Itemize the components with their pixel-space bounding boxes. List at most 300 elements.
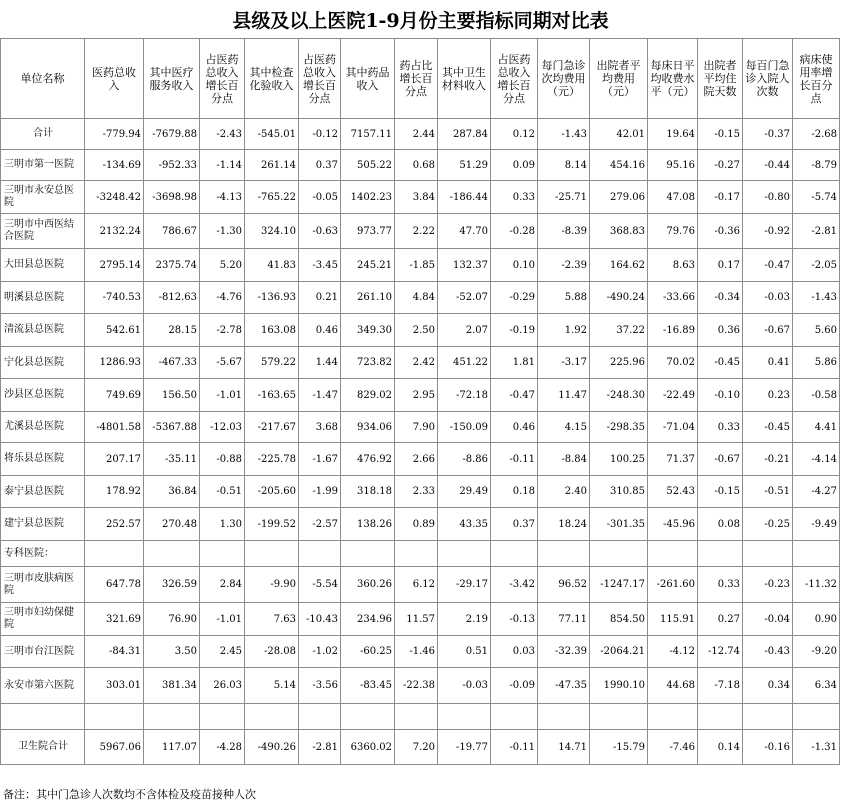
data-cell: -1.43 <box>538 119 590 150</box>
column-header: 单位名称 <box>1 39 85 119</box>
empty-cell <box>245 704 299 730</box>
data-cell: 36.84 <box>144 476 200 508</box>
table-row <box>1 214 840 249</box>
data-cell: -2.05 <box>793 249 840 282</box>
data-cell: -15.79 <box>590 730 648 765</box>
data-cell: -199.52 <box>245 508 299 541</box>
blank-row <box>1 704 840 730</box>
data-cell: 43.35 <box>438 508 491 541</box>
data-cell: -0.45 <box>743 412 793 443</box>
empty-cell <box>200 541 245 567</box>
data-cell: 11.57 <box>395 603 438 636</box>
table-row <box>1 508 840 541</box>
data-cell: 95.16 <box>648 150 698 181</box>
data-cell: 79.76 <box>648 214 698 249</box>
data-cell: 934.06 <box>341 412 395 443</box>
column-header: 其中卫生材料收入 <box>438 39 491 119</box>
data-cell: -5.74 <box>793 181 840 214</box>
data-cell: 14.71 <box>538 730 590 765</box>
data-cell: 8.63 <box>648 249 698 282</box>
data-cell: -3248.42 <box>85 181 144 214</box>
data-cell: -0.47 <box>491 379 538 412</box>
data-cell: 454.16 <box>590 150 648 181</box>
data-cell: -261.60 <box>648 567 698 603</box>
data-cell: -2.43 <box>200 119 245 150</box>
data-cell: -0.21 <box>743 443 793 476</box>
data-cell: -248.30 <box>590 379 648 412</box>
data-cell: 41.83 <box>245 249 299 282</box>
data-cell: -19.77 <box>438 730 491 765</box>
data-cell: -0.36 <box>698 214 743 249</box>
data-cell: -0.43 <box>743 636 793 668</box>
data-cell: -1.46 <box>395 636 438 668</box>
data-cell: 0.33 <box>491 181 538 214</box>
data-cell: -9.49 <box>793 508 840 541</box>
data-cell: 973.77 <box>341 214 395 249</box>
hospital-name: 宁化县总医院 <box>1 347 85 379</box>
table-row <box>1 150 840 181</box>
data-cell: 3.50 <box>144 636 200 668</box>
data-cell: -150.09 <box>438 412 491 443</box>
data-cell: -1.30 <box>200 214 245 249</box>
empty-cell <box>491 541 538 567</box>
data-cell: 100.25 <box>590 443 648 476</box>
data-cell: -0.15 <box>698 119 743 150</box>
column-header: 其中药品收入 <box>341 39 395 119</box>
data-cell: -9.20 <box>793 636 840 668</box>
data-cell: 47.08 <box>648 181 698 214</box>
data-cell: 11.47 <box>538 379 590 412</box>
data-cell: 2.66 <box>395 443 438 476</box>
hospital-name: 清流县总医院 <box>1 314 85 347</box>
data-cell: 3.84 <box>395 181 438 214</box>
data-cell: 163.08 <box>245 314 299 347</box>
data-cell: -301.35 <box>590 508 648 541</box>
data-cell: 71.37 <box>648 443 698 476</box>
data-cell: -4.28 <box>200 730 245 765</box>
data-cell: 0.12 <box>491 119 538 150</box>
data-cell: -7.18 <box>698 668 743 704</box>
empty-cell <box>590 704 648 730</box>
data-cell: -0.28 <box>491 214 538 249</box>
data-cell: -4801.58 <box>85 412 144 443</box>
column-header: 其中医疗服务收入 <box>144 39 200 119</box>
data-cell: 0.36 <box>698 314 743 347</box>
table-row <box>1 249 840 282</box>
data-cell: 0.37 <box>299 150 341 181</box>
data-cell: 324.10 <box>245 214 299 249</box>
hospital-name: 尤溪县总医院 <box>1 412 85 443</box>
data-cell: 0.10 <box>491 249 538 282</box>
data-cell: -1.02 <box>299 636 341 668</box>
data-cell: 326.59 <box>144 567 200 603</box>
column-header: 每百门急诊入院人次数 <box>743 39 793 119</box>
column-header: 药占比增长百分点 <box>395 39 438 119</box>
data-cell: -205.60 <box>245 476 299 508</box>
data-cell: 270.48 <box>144 508 200 541</box>
data-cell: -779.94 <box>85 119 144 150</box>
data-cell: -4.13 <box>200 181 245 214</box>
data-cell: 0.34 <box>743 668 793 704</box>
data-cell: 6.12 <box>395 567 438 603</box>
data-cell: -33.66 <box>648 282 698 314</box>
header-row <box>1 39 840 119</box>
data-cell: 70.02 <box>648 347 698 379</box>
data-cell: -3.17 <box>538 347 590 379</box>
data-cell: 4.84 <box>395 282 438 314</box>
data-cell: 0.46 <box>491 412 538 443</box>
empty-cell <box>395 541 438 567</box>
data-cell: -2.81 <box>299 730 341 765</box>
data-cell: 279.06 <box>590 181 648 214</box>
data-cell: -0.05 <box>299 181 341 214</box>
empty-cell <box>395 704 438 730</box>
column-header: 占医药总收入增长百分点 <box>200 39 245 119</box>
empty-cell <box>491 704 538 730</box>
data-cell: 4.15 <box>538 412 590 443</box>
data-cell: 0.51 <box>438 636 491 668</box>
data-cell: 5.20 <box>200 249 245 282</box>
data-cell: 52.43 <box>648 476 698 508</box>
data-cell: -740.53 <box>85 282 144 314</box>
data-cell: -0.58 <box>793 379 840 412</box>
empty-cell <box>743 704 793 730</box>
data-cell: 0.90 <box>793 603 840 636</box>
data-cell: -136.93 <box>245 282 299 314</box>
data-cell: 0.46 <box>299 314 341 347</box>
data-cell: -0.29 <box>491 282 538 314</box>
data-cell: 0.33 <box>698 412 743 443</box>
data-cell: -1.01 <box>200 379 245 412</box>
data-cell: -16.89 <box>648 314 698 347</box>
data-cell: 310.85 <box>590 476 648 508</box>
data-cell: 0.37 <box>491 508 538 541</box>
data-cell: 6.34 <box>793 668 840 704</box>
data-cell: 451.22 <box>438 347 491 379</box>
data-cell: 28.15 <box>144 314 200 347</box>
empty-cell <box>200 704 245 730</box>
data-cell: 0.03 <box>491 636 538 668</box>
empty-cell <box>698 704 743 730</box>
data-cell: 0.21 <box>299 282 341 314</box>
data-cell: -8.84 <box>538 443 590 476</box>
data-cell: 0.17 <box>698 249 743 282</box>
data-cell: -5367.88 <box>144 412 200 443</box>
data-cell: -0.47 <box>743 249 793 282</box>
data-cell: 156.50 <box>144 379 200 412</box>
data-cell: -2064.21 <box>590 636 648 668</box>
data-cell: 1.44 <box>299 347 341 379</box>
data-cell: -0.51 <box>743 476 793 508</box>
data-cell: -12.74 <box>698 636 743 668</box>
data-cell: 44.68 <box>648 668 698 704</box>
data-cell: 2.19 <box>438 603 491 636</box>
data-cell: 0.14 <box>698 730 743 765</box>
data-cell: 261.10 <box>341 282 395 314</box>
data-cell: 723.82 <box>341 347 395 379</box>
data-cell: 1.92 <box>538 314 590 347</box>
table-row <box>1 567 840 603</box>
data-cell: 579.22 <box>245 347 299 379</box>
data-cell: 138.26 <box>341 508 395 541</box>
data-cell: -10.43 <box>299 603 341 636</box>
data-cell: 7157.11 <box>341 119 395 150</box>
data-cell: -0.67 <box>698 443 743 476</box>
data-cell: 5.14 <box>245 668 299 704</box>
data-cell: 360.26 <box>341 567 395 603</box>
data-cell: -1.67 <box>299 443 341 476</box>
data-cell: -5.54 <box>299 567 341 603</box>
hospital-name: 三明市妇幼保健院 <box>1 603 85 636</box>
table-row <box>1 443 840 476</box>
hospital-name: 泰宁县总医院 <box>1 476 85 508</box>
data-cell: -952.33 <box>144 150 200 181</box>
total-label: 卫生院合计 <box>1 730 85 765</box>
empty-cell <box>144 541 200 567</box>
data-cell: -11.32 <box>793 567 840 603</box>
data-cell: 37.22 <box>590 314 648 347</box>
total-row <box>1 730 840 765</box>
data-cell: 2.84 <box>200 567 245 603</box>
data-cell: 2375.74 <box>144 249 200 282</box>
data-cell: -0.13 <box>491 603 538 636</box>
empty-cell <box>743 541 793 567</box>
data-cell: -0.03 <box>743 282 793 314</box>
data-cell: -32.39 <box>538 636 590 668</box>
data-cell: -8.86 <box>438 443 491 476</box>
empty-cell <box>245 541 299 567</box>
data-cell: 2.50 <box>395 314 438 347</box>
data-cell: -0.12 <box>299 119 341 150</box>
data-cell: -0.16 <box>743 730 793 765</box>
data-cell: 76.90 <box>144 603 200 636</box>
empty-cell <box>85 541 144 567</box>
table-row <box>1 412 840 443</box>
data-cell: 47.70 <box>438 214 491 249</box>
data-cell: 2.33 <box>395 476 438 508</box>
empty-cell <box>341 541 395 567</box>
column-header: 出院者平均住院天数 <box>698 39 743 119</box>
hospital-name: 三明市永安总医院 <box>1 181 85 214</box>
empty-cell <box>299 704 341 730</box>
data-cell: -0.92 <box>743 214 793 249</box>
hospital-name: 三明市台江医院 <box>1 636 85 668</box>
data-cell: 381.34 <box>144 668 200 704</box>
data-cell: -52.07 <box>438 282 491 314</box>
data-cell: -0.25 <box>743 508 793 541</box>
data-cell: 505.22 <box>341 150 395 181</box>
data-cell: -0.19 <box>491 314 538 347</box>
data-cell: -225.78 <box>245 443 299 476</box>
data-cell: 7.90 <box>395 412 438 443</box>
data-cell: 542.61 <box>85 314 144 347</box>
data-cell: 287.84 <box>438 119 491 150</box>
data-cell: -9.90 <box>245 567 299 603</box>
data-cell: 1.30 <box>200 508 245 541</box>
data-cell: 368.83 <box>590 214 648 249</box>
hospital-name: 三明市皮肤病医院 <box>1 567 85 603</box>
data-cell: 0.89 <box>395 508 438 541</box>
data-cell: -298.35 <box>590 412 648 443</box>
data-cell: 5.86 <box>793 347 840 379</box>
data-cell: 6360.02 <box>341 730 395 765</box>
data-cell: -3.42 <box>491 567 538 603</box>
table-row <box>1 181 840 214</box>
data-cell: -4.27 <box>793 476 840 508</box>
hospital-name: 明溪县总医院 <box>1 282 85 314</box>
data-cell: 7.63 <box>245 603 299 636</box>
data-cell: -4.12 <box>648 636 698 668</box>
column-header: 病床使用率增长百分点 <box>793 39 840 119</box>
empty-cell <box>85 704 144 730</box>
empty-cell <box>341 704 395 730</box>
data-cell: -3698.98 <box>144 181 200 214</box>
empty-cell <box>438 541 491 567</box>
hospital-name: 将乐县总医院 <box>1 443 85 476</box>
data-cell: 51.29 <box>438 150 491 181</box>
data-cell: 261.14 <box>245 150 299 181</box>
data-cell: 3.68 <box>299 412 341 443</box>
data-cell: -0.04 <box>743 603 793 636</box>
data-cell: 2.22 <box>395 214 438 249</box>
empty-cell <box>438 704 491 730</box>
data-cell: 4.41 <box>793 412 840 443</box>
hospital-name: 沙县区总医院 <box>1 379 85 412</box>
hospital-name: 三明市中西医结合医院 <box>1 214 85 249</box>
data-cell: 117.07 <box>144 730 200 765</box>
column-header: 占医药总收入增长百分点 <box>299 39 341 119</box>
data-cell: -0.67 <box>743 314 793 347</box>
data-cell: 115.91 <box>648 603 698 636</box>
data-cell: -186.44 <box>438 181 491 214</box>
data-cell: -1247.17 <box>590 567 648 603</box>
table-row <box>1 476 840 508</box>
data-cell: -2.68 <box>793 119 840 150</box>
empty-cell <box>648 704 698 730</box>
data-cell: -7679.88 <box>144 119 200 150</box>
table-row <box>1 668 840 704</box>
data-cell: 164.62 <box>590 249 648 282</box>
data-cell: -1.31 <box>793 730 840 765</box>
data-cell: -163.65 <box>245 379 299 412</box>
data-cell: 5.60 <box>793 314 840 347</box>
data-cell: 1.81 <box>491 347 538 379</box>
data-cell: -545.01 <box>245 119 299 150</box>
data-cell: -25.71 <box>538 181 590 214</box>
data-cell: -1.01 <box>200 603 245 636</box>
hospital-name: 永安市第六医院 <box>1 668 85 704</box>
section-label: 专科医院： <box>1 541 85 567</box>
data-cell: -0.10 <box>698 379 743 412</box>
data-cell: 7.20 <box>395 730 438 765</box>
data-cell: -2.39 <box>538 249 590 282</box>
data-cell: -3.56 <box>299 668 341 704</box>
data-cell: -490.24 <box>590 282 648 314</box>
data-cell: 207.17 <box>85 443 144 476</box>
data-cell: 245.21 <box>341 249 395 282</box>
hospital-name: 大田县总医院 <box>1 249 85 282</box>
data-cell: -0.34 <box>698 282 743 314</box>
data-cell: 321.69 <box>85 603 144 636</box>
data-cell: 2.95 <box>395 379 438 412</box>
data-cell: -84.31 <box>85 636 144 668</box>
data-cell: 8.14 <box>538 150 590 181</box>
empty-cell <box>538 541 590 567</box>
data-cell: -0.15 <box>698 476 743 508</box>
empty-cell <box>793 541 840 567</box>
data-cell: -28.08 <box>245 636 299 668</box>
data-cell: -0.80 <box>743 181 793 214</box>
hospital-name: 合计 <box>1 119 85 150</box>
column-header: 每床日平均收费水平（元） <box>648 39 698 119</box>
data-cell: 0.08 <box>698 508 743 541</box>
data-cell: -0.88 <box>200 443 245 476</box>
data-cell: -22.38 <box>395 668 438 704</box>
data-cell: 2795.14 <box>85 249 144 282</box>
data-cell: 132.37 <box>438 249 491 282</box>
data-cell: 1286.93 <box>85 347 144 379</box>
data-cell: -83.45 <box>341 668 395 704</box>
data-cell: -12.03 <box>200 412 245 443</box>
table-row <box>1 636 840 668</box>
data-cell: -7.46 <box>648 730 698 765</box>
data-cell: -1.47 <box>299 379 341 412</box>
data-cell: 2132.24 <box>85 214 144 249</box>
data-cell: -0.17 <box>698 181 743 214</box>
data-cell: -4.14 <box>793 443 840 476</box>
data-cell: -765.22 <box>245 181 299 214</box>
data-cell: -0.23 <box>743 567 793 603</box>
data-cell: -0.63 <box>299 214 341 249</box>
data-cell: 2.07 <box>438 314 491 347</box>
data-cell: 29.49 <box>438 476 491 508</box>
data-cell: -1.85 <box>395 249 438 282</box>
empty-cell <box>648 541 698 567</box>
data-cell: 0.18 <box>491 476 538 508</box>
data-cell: 96.52 <box>538 567 590 603</box>
data-cell: 749.69 <box>85 379 144 412</box>
data-cell: -60.25 <box>341 636 395 668</box>
column-header: 占医药总收入增长百分点 <box>491 39 538 119</box>
data-cell: -0.11 <box>491 730 538 765</box>
data-cell: -5.67 <box>200 347 245 379</box>
empty-cell <box>538 704 590 730</box>
page-title: 县级及以上医院1-9月份主要指标同期对比表 <box>232 10 609 32</box>
table-body <box>1 39 840 765</box>
data-cell: -71.04 <box>648 412 698 443</box>
data-cell: -0.09 <box>491 668 538 704</box>
data-cell: 252.57 <box>85 508 144 541</box>
column-header: 医药总收入 <box>85 39 144 119</box>
data-cell: 178.92 <box>85 476 144 508</box>
data-cell: 829.02 <box>341 379 395 412</box>
data-cell: -1.99 <box>299 476 341 508</box>
data-cell: 786.67 <box>144 214 200 249</box>
data-cell: -0.44 <box>743 150 793 181</box>
data-cell: -0.51 <box>200 476 245 508</box>
table-row <box>1 314 840 347</box>
data-cell: 303.01 <box>85 668 144 704</box>
table-row <box>1 603 840 636</box>
data-cell: -3.45 <box>299 249 341 282</box>
data-cell: -4.76 <box>200 282 245 314</box>
data-cell: 5967.06 <box>85 730 144 765</box>
empty-cell <box>698 541 743 567</box>
table-row <box>1 282 840 314</box>
data-cell: 0.23 <box>743 379 793 412</box>
data-cell: 5.88 <box>538 282 590 314</box>
empty-cell <box>144 704 200 730</box>
